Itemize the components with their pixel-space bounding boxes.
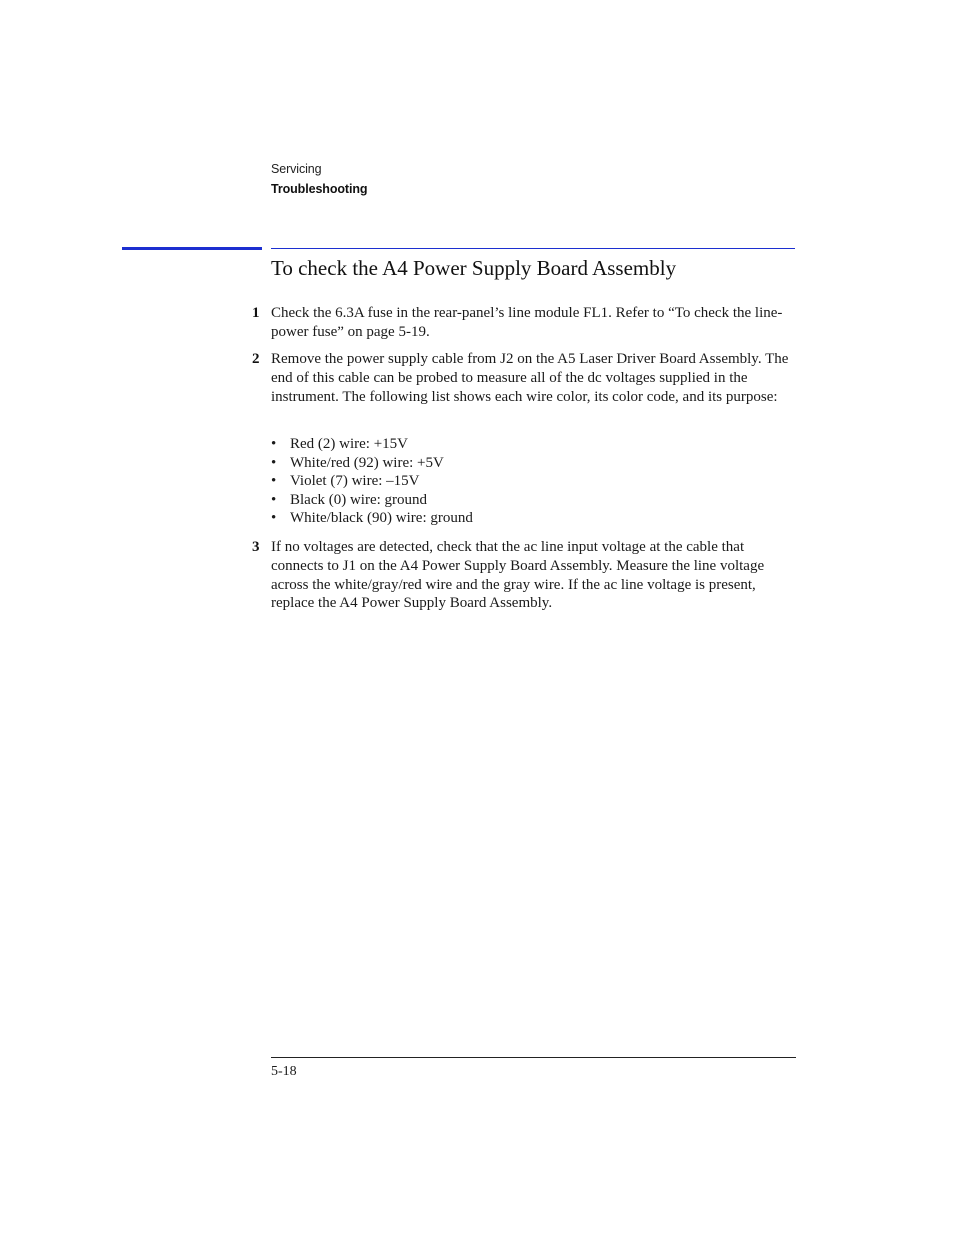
wire-entry: Black (0) wire: ground	[290, 491, 428, 508]
bullet-icon: •	[271, 454, 277, 471]
running-header-chapter: Troubleshooting	[271, 182, 368, 196]
list-item	[271, 435, 473, 454]
step-number-2: 2	[252, 351, 260, 367]
wire-entry: White/red (92) wire: +5V	[290, 454, 444, 471]
wire-entry: Red (2) wire: +15V	[290, 436, 409, 452]
title-rule	[271, 248, 795, 249]
running-header-section: Servicing	[271, 162, 322, 176]
step-text-2: Remove the power supply cable from J2 on the A5 Laser Driver Board Assembly. The end of this cable can be probed to measure all of the dc voltages supplied in the instrument. The following list shows each wire color, its color code, and its purpose:	[271, 351, 789, 405]
step-number-1: 1	[252, 305, 260, 321]
accent-rule	[122, 247, 262, 250]
footer-rule	[271, 1057, 796, 1058]
page-number: 5-18	[271, 1064, 297, 1079]
step-text-3: If no voltages are detected, check that the ac line input voltage at the cable that connects to J1 on the A4 Power Supply Board Assembly. Measure the line voltage across the white/gray/red wire and the gray wire. If the ac line voltage is present, replace the A4 Power Supply Board Assembly.	[271, 539, 765, 612]
procedure-title: To check the A4 Power Supply Board Assembly	[271, 256, 677, 280]
wire-entry: Violet (7) wire: –15V	[290, 473, 420, 490]
step-text-1: Check the 6.3A fuse in the rear-panel’s line module FL1. Refer to “To check the line-power fuse” on page 5-19.	[271, 305, 783, 340]
bullet-icon: •	[271, 473, 277, 490]
wire-entry: White/black (90) wire: ground	[290, 510, 473, 527]
list-item	[271, 509, 473, 528]
list-item	[271, 454, 473, 473]
bullet-icon: •	[271, 436, 277, 452]
bullet-icon: •	[271, 510, 277, 527]
list-item	[271, 491, 473, 510]
wire-color-list	[271, 435, 473, 528]
step-number-3: 3	[252, 539, 260, 555]
bullet-icon: •	[271, 491, 277, 508]
list-item	[271, 472, 473, 491]
